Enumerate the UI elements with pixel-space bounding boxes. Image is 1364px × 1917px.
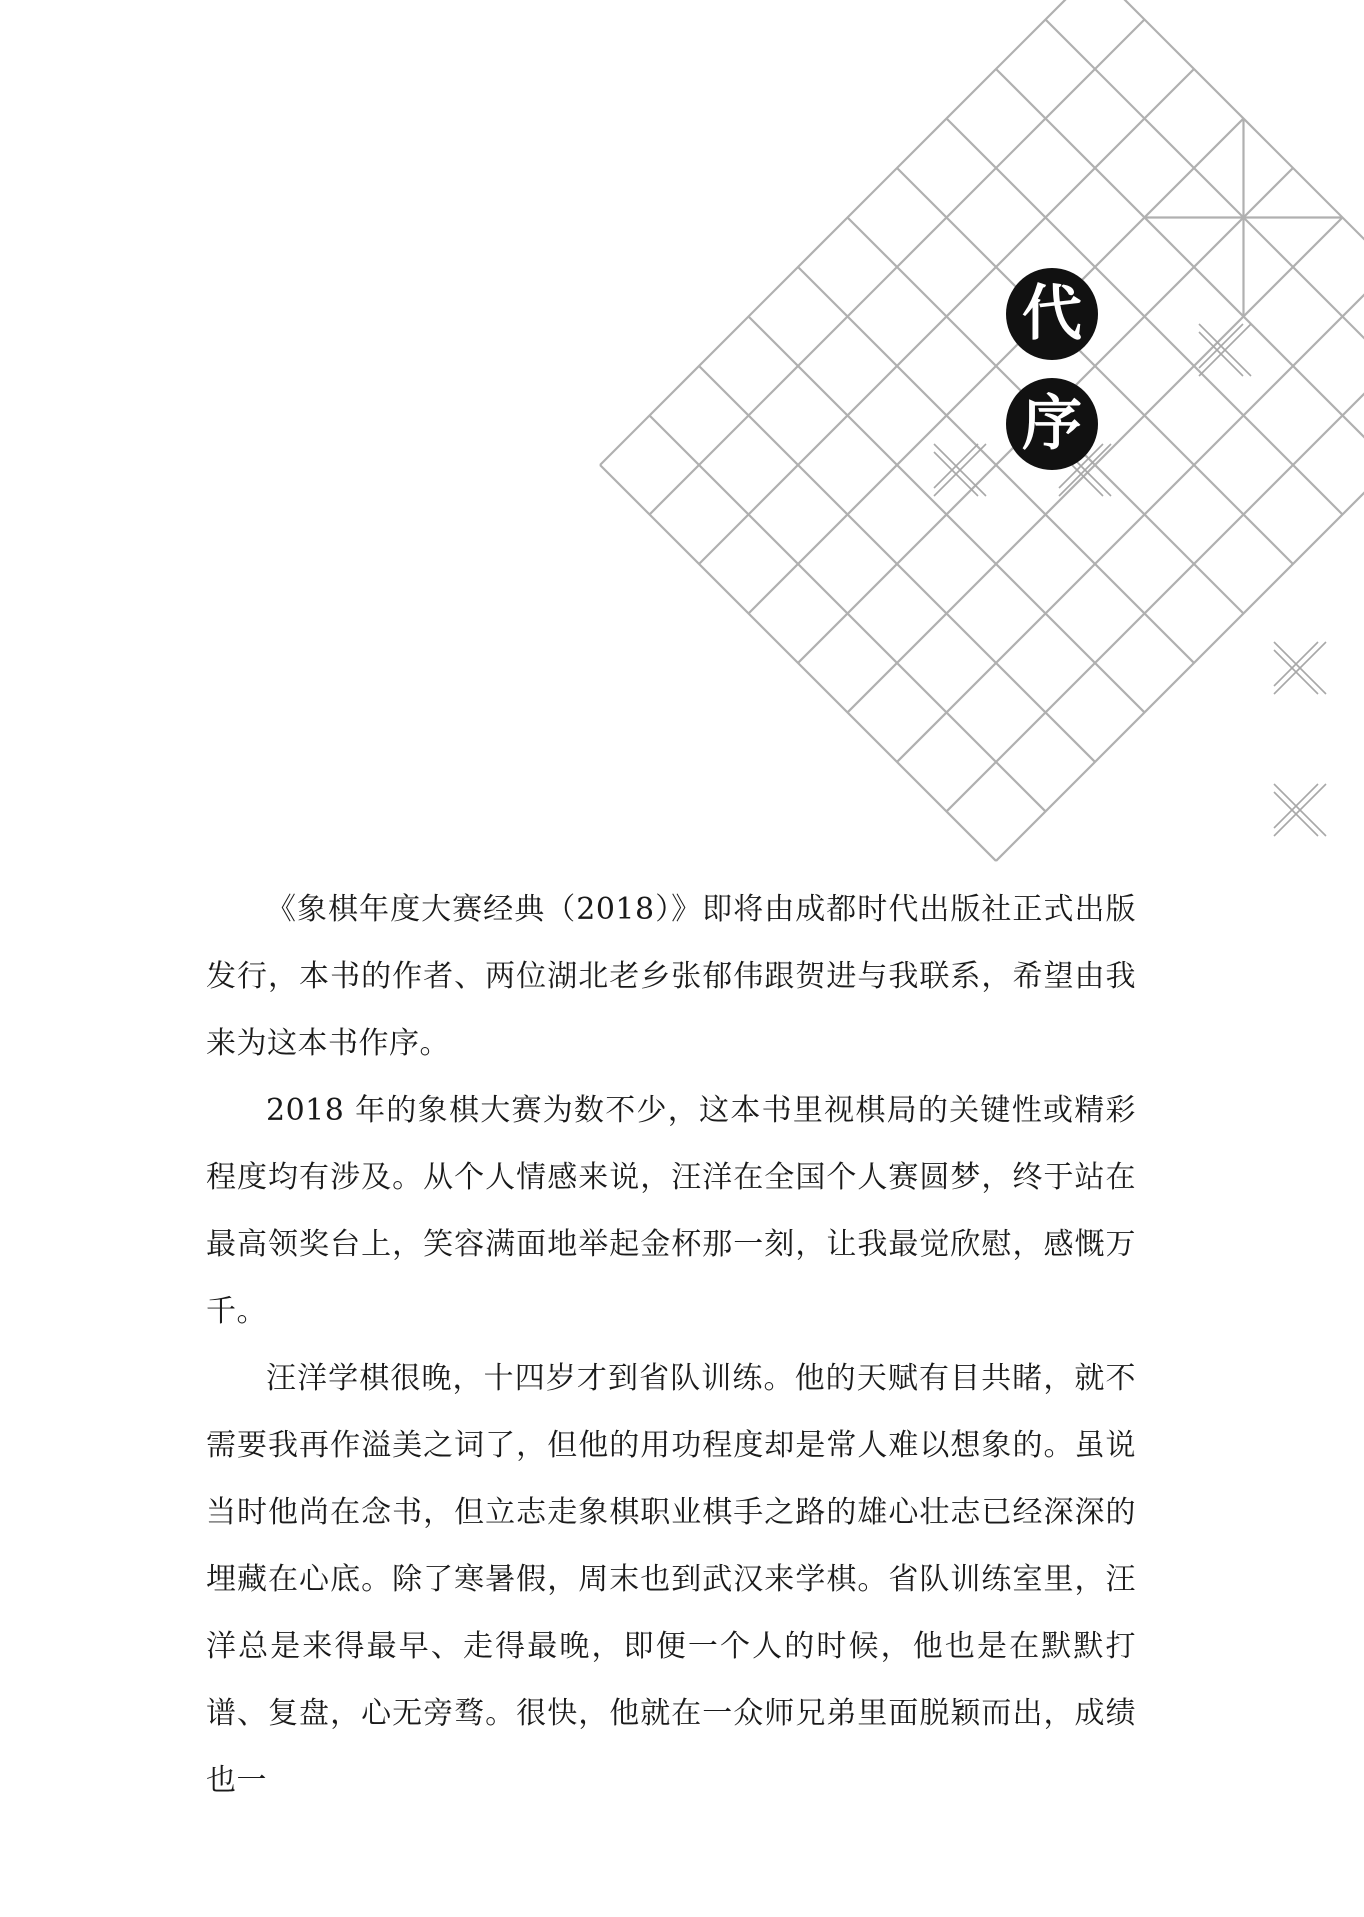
paragraph-2: 2018 年的象棋大赛为数不少，这本书里视棋局的关键性或精彩程度均有涉及。从个人情感来说，汪洋在全国个人赛圆梦，终于站在最高领奖台上，笑容满面地举起金杯那一刻，让我最觉欣慰，感慨万千。 <box>206 1093 1136 1329</box>
body-text <box>206 876 1136 1814</box>
board-line <box>947 316 1364 811</box>
paragraph-1: 《象棋年度大赛经典（2018）》即将由成都时代出版社正式出版发行，本书的作者、两位湖北老乡张郁伟跟贺进与我联系，希望由我来为这本书作序。 <box>206 892 1136 1061</box>
board-line <box>1095 0 1364 366</box>
paragraph-3: 汪洋学棋很晚，十四岁才到省队训练。他的天赋有目共睹，就不需要我再作溢美之词了，但他的用功程度却是常人难以想象的。虽说当时他尚在念书，但立志走象棋职业棋手之路的雄心壮志已经深深的埋藏在心底。除了寒暑假，周末也到武汉来学棋。省队训练室里，汪洋总是来得最早、走得最晚，即便一个人的时候，他也是在默默打谱、复盘，心无旁骛。很快，他就在一众师兄弟里面脱颖而出，成绩也一 <box>206 1361 1136 1798</box>
title-char-xu: 序 <box>1006 378 1098 470</box>
board-line <box>897 267 1364 762</box>
title-char-dai: 代 <box>1006 268 1098 360</box>
